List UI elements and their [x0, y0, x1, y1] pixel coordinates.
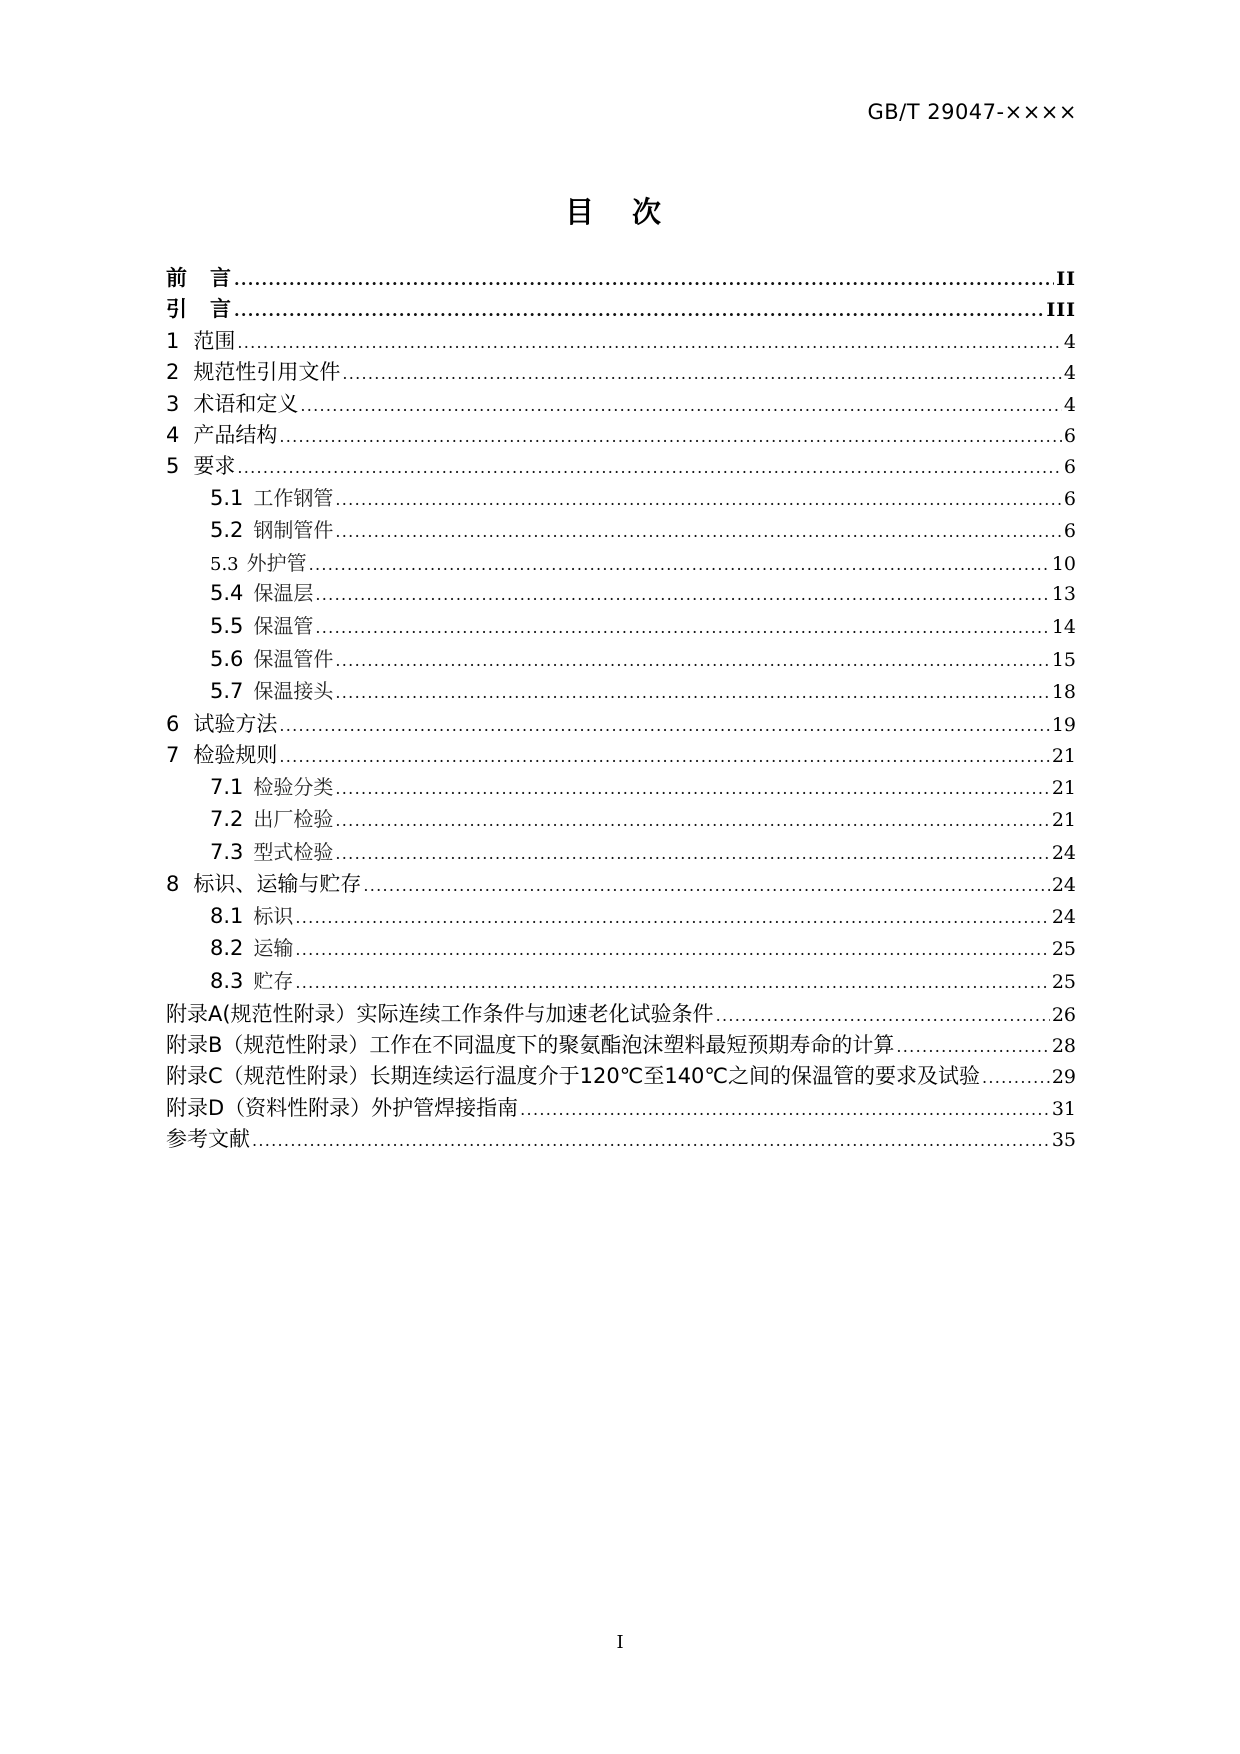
toc-entry-page: 4: [1063, 362, 1076, 385]
toc-entry-number: 1: [166, 328, 180, 353]
page-number: I: [616, 1632, 624, 1653]
toc-entry-number: 5.7: [210, 679, 244, 704]
toc-entry-number: 7: [166, 743, 180, 768]
toc-entry-page: 29: [1051, 1066, 1076, 1089]
table-of-contents: [166, 262, 1076, 1154]
dot-leader: [300, 396, 1062, 415]
dot-leader: [896, 1037, 1049, 1056]
dot-leader: [335, 811, 1049, 830]
toc-entry-label: [166, 739, 277, 769]
toc-subentry[interactable]: [166, 900, 1076, 933]
toc-entry-page: 13: [1051, 583, 1076, 606]
toc-entry-page: 31: [1051, 1097, 1076, 1120]
toc-subentry[interactable]: [166, 547, 1076, 578]
toc-entry-label: [166, 325, 235, 355]
toc-entry-page: 10: [1051, 552, 1076, 575]
toc-entry-number: 7.2: [210, 807, 244, 832]
toc-entry-page: 6: [1063, 487, 1076, 510]
dot-leader: [335, 779, 1049, 798]
toc-entry-page: 6: [1063, 424, 1076, 447]
toc-entry-number: 7.1: [210, 774, 244, 799]
toc-entry[interactable]: [166, 1029, 1076, 1060]
toc-entry-text: 检验分类: [253, 774, 334, 799]
toc-subentry[interactable]: [166, 932, 1076, 965]
toc-entry-page: 24: [1051, 874, 1076, 897]
toc-entry-page: 25: [1051, 970, 1076, 993]
toc-entry[interactable]: [166, 356, 1076, 387]
toc-entry[interactable]: [166, 293, 1076, 324]
toc-entry-page: 19: [1051, 713, 1076, 736]
toc-entry-number: 8.1: [210, 903, 244, 928]
dot-leader: [234, 301, 1044, 320]
toc-entry-page: III: [1046, 299, 1076, 322]
toc-entry[interactable]: [166, 1123, 1076, 1154]
toc-entry-label: [166, 1060, 980, 1090]
toc-entry-number: 5.3: [210, 553, 239, 575]
toc-entry-number: 5.4: [210, 581, 244, 606]
toc-entry[interactable]: [166, 708, 1076, 739]
toc-entry-text: 型式检验: [253, 839, 334, 864]
toc-entry[interactable]: [166, 998, 1076, 1029]
toc-entry-label: [166, 998, 714, 1028]
toc-entry-text: 附录B（规范性附录）工作在不同温度下的聚氨酯泡沫塑料最短预期寿命的计算: [166, 1032, 895, 1057]
toc-entry-text: 保温管: [253, 614, 314, 639]
toc-entry-text: 要求: [193, 454, 236, 479]
toc-entry-text: 外护管: [246, 550, 307, 575]
toc-subentry[interactable]: [166, 771, 1076, 804]
toc-entry-page: 6: [1063, 456, 1076, 479]
toc-entry-page: 21: [1051, 776, 1076, 799]
toc-entry-text: 范围: [193, 328, 236, 353]
toc-subentry[interactable]: [166, 643, 1076, 676]
toc-entry[interactable]: [166, 325, 1076, 356]
toc-entry-label: [210, 771, 333, 800]
toc-entry-label: [210, 514, 333, 543]
toc-entry-text: 保温管件: [253, 646, 334, 671]
toc-entry-page: 18: [1051, 681, 1076, 704]
toc-entry-text: 钢制管件: [253, 518, 334, 543]
dot-leader: [982, 1068, 1050, 1087]
toc-entry-page: 35: [1051, 1129, 1076, 1152]
toc-entry-number: 2: [166, 360, 180, 385]
toc-entry-label: [166, 293, 232, 323]
toc-entry[interactable]: [166, 739, 1076, 770]
toc-entry-page: 4: [1063, 393, 1076, 416]
toc-entry-number: 5.6: [210, 646, 244, 671]
dot-leader: [342, 364, 1062, 383]
toc-entry-number: 8: [166, 872, 180, 897]
toc-entry-page: 21: [1051, 745, 1076, 768]
toc-entry-text: 附录C（规范性附录）长期连续运行温度介于120℃至140℃之间的保温管的要求及试验: [166, 1064, 980, 1089]
toc-entry-number: 5.2: [210, 518, 244, 543]
toc-entry-number: 4: [166, 422, 180, 447]
toc-entry-page: 4: [1063, 330, 1076, 353]
toc-entry-page: 21: [1051, 809, 1076, 832]
dot-leader: [279, 747, 1049, 766]
toc-entry-page: 28: [1051, 1034, 1076, 1057]
toc-subentry[interactable]: [166, 836, 1076, 869]
toc-entry-page: 26: [1051, 1003, 1076, 1026]
toc-entry[interactable]: [166, 868, 1076, 899]
toc-entry-text: 保温接头: [253, 679, 334, 704]
toc-entry-text: 检验规则: [193, 743, 278, 768]
toc-entry-number: 8.2: [210, 936, 244, 961]
dot-leader: [335, 844, 1049, 863]
toc-subentry[interactable]: [166, 803, 1076, 836]
toc-entry-label: [166, 388, 298, 418]
toc-title: 目 次: [564, 195, 676, 229]
toc-entry-number: 5: [166, 454, 180, 479]
toc-entry-label: [166, 708, 277, 738]
toc-entry-page: II: [1056, 268, 1076, 290]
toc-subentry[interactable]: [166, 482, 1076, 515]
toc-entry-page: 15: [1051, 648, 1076, 671]
toc-entry[interactable]: [166, 1092, 1076, 1123]
dot-leader: [716, 1006, 1050, 1025]
toc-entry-label: [210, 803, 333, 832]
toc-subentry[interactable]: [166, 577, 1076, 610]
toc-entry[interactable]: [166, 262, 1076, 293]
dot-leader: [279, 427, 1062, 446]
dot-leader: [315, 618, 1049, 637]
dot-leader: [237, 333, 1062, 352]
toc-entry-page: 14: [1051, 616, 1076, 639]
toc-entry-label: [210, 932, 293, 961]
dot-leader: [234, 270, 1054, 289]
toc-entry-text: 标识: [253, 903, 294, 928]
toc-subentry[interactable]: [166, 675, 1076, 708]
toc-entry-text: 出厂检验: [253, 807, 334, 832]
toc-entry-number: 6: [166, 711, 180, 736]
dot-leader: [252, 1131, 1050, 1150]
toc-entry-text: 保温层: [253, 581, 314, 606]
toc-entry-label: [166, 450, 235, 480]
toc-entry-page: 24: [1051, 841, 1076, 864]
toc-entry-label: [210, 675, 333, 704]
toc-entry-number: 3: [166, 391, 180, 416]
dot-leader: [309, 555, 1050, 574]
toc-entry-text: 参考文献: [166, 1127, 250, 1152]
standard-code: GB/T 29047-××××: [867, 100, 1077, 124]
dot-leader: [295, 940, 1049, 959]
toc-entry-number: 7.3: [210, 839, 244, 864]
toc-entry-label: [210, 900, 293, 929]
toc-entry-text: 规范性引用文件: [193, 360, 341, 385]
toc-entry-text: 产品结构: [193, 422, 278, 447]
toc-entry-text: 标识、运输与贮存: [193, 872, 362, 897]
toc-entry-page: 25: [1051, 938, 1076, 961]
dot-leader: [520, 1100, 1050, 1119]
toc-entry-text: 试验方法: [193, 711, 278, 736]
toc-entry[interactable]: [166, 450, 1076, 481]
toc-entry-label: [210, 836, 333, 865]
toc-entry-text: 前 言: [166, 266, 232, 290]
toc-entry-label: [166, 356, 340, 386]
toc-entry-text: 工作钢管: [253, 485, 334, 510]
dot-leader: [237, 458, 1062, 477]
toc-entry[interactable]: [166, 419, 1076, 450]
toc-entry-number: 5.1: [210, 485, 244, 510]
dot-leader: [295, 973, 1049, 992]
toc-entry-text: 附录A(规范性附录）实际连续工作条件与加速老化试验条件: [166, 1001, 714, 1026]
toc-entry-text: 运输: [253, 936, 294, 961]
toc-entry-text: 术语和定义: [193, 391, 299, 416]
toc-entry-label: [210, 610, 313, 639]
toc-entry-label: [210, 547, 307, 576]
toc-entry[interactable]: [166, 388, 1076, 419]
toc-entry-text: 贮存: [253, 968, 294, 993]
dot-leader: [335, 683, 1049, 702]
dot-leader: [363, 876, 1049, 895]
dot-leader: [315, 585, 1049, 604]
toc-entry-label: [166, 419, 277, 449]
dot-leader: [295, 908, 1049, 927]
toc-subentry[interactable]: [166, 965, 1076, 998]
toc-entry-label: [166, 262, 232, 292]
toc-entry-label: [210, 643, 333, 672]
toc-entry-number: 8.3: [210, 968, 244, 993]
toc-entry-label: [210, 965, 293, 994]
toc-entry[interactable]: [166, 1060, 1076, 1091]
dot-leader: [335, 522, 1062, 541]
toc-entry-label: [210, 577, 313, 606]
toc-entry-label: [166, 868, 361, 898]
toc-entry-label: [166, 1029, 894, 1059]
toc-subentry[interactable]: [166, 610, 1076, 643]
toc-entry-text: 引 言: [166, 297, 232, 322]
toc-entry-label: [166, 1123, 250, 1153]
toc-entry-label: [210, 482, 333, 511]
toc-entry-page: 24: [1051, 905, 1076, 928]
toc-entry-label: [166, 1092, 518, 1122]
toc-subentry[interactable]: [166, 514, 1076, 547]
dot-leader: [335, 490, 1062, 509]
toc-entry-text: 附录D（资料性附录）外护管焊接指南: [166, 1095, 519, 1120]
toc-entry-page: 6: [1063, 520, 1076, 543]
dot-leader: [335, 651, 1049, 670]
dot-leader: [279, 716, 1049, 735]
toc-entry-number: 5.5: [210, 614, 244, 639]
